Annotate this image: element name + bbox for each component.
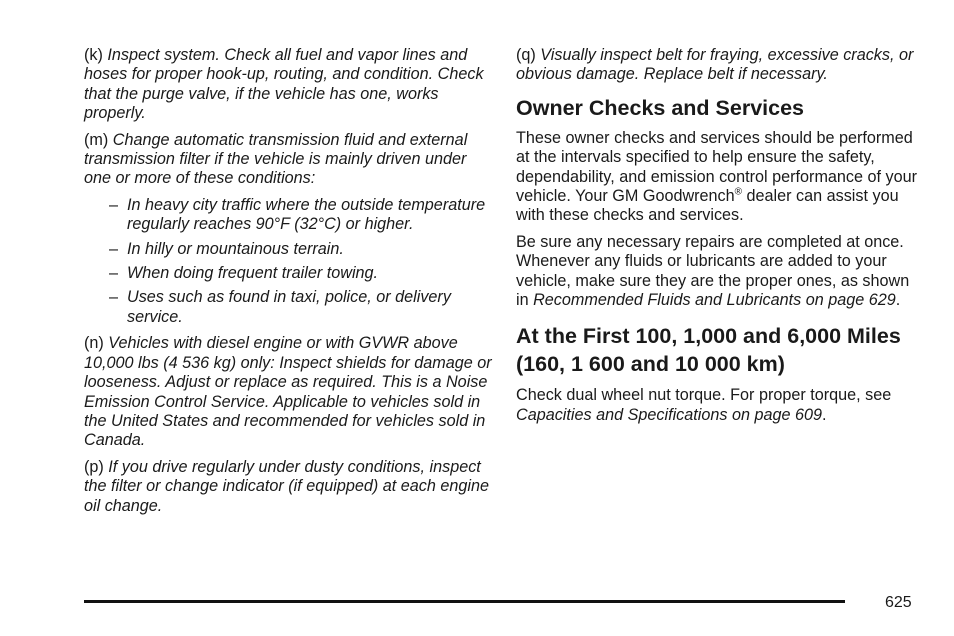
condition-text: When doing frequent trailer towing.	[127, 264, 379, 283]
condition-text: In heavy city traffic where the outside temperature regularly reaches 90°F (32°C) or higher.	[127, 195, 486, 234]
first-miles-paragraph	[516, 386, 920, 425]
capacities-reference: Capacities and Specifications on page 609	[516, 405, 822, 424]
owner-p2-end: .	[895, 291, 901, 310]
dash: –	[109, 239, 119, 258]
item-k	[84, 46, 494, 124]
item-m	[84, 131, 494, 189]
dash: –	[109, 288, 119, 307]
item-q-text: Visually inspect belt for fraying, excessive cracks, or obvious damage. Replace belt if necessary.	[516, 46, 914, 84]
owner-p1-text: These owner checks and services should be performed at the intervals specified to help ensure the safety, dependability, and emission control performance of your vehicle. Your GM Goodwrench	[516, 128, 918, 206]
condition-text: In hilly or mountainous terrain.	[127, 239, 344, 258]
owner-checks-heading: Owner Checks and Services	[516, 95, 805, 120]
footer-rule	[84, 600, 845, 603]
owner-paragraph-2	[516, 233, 920, 311]
dash: –	[109, 264, 119, 283]
condition-text: Uses such as found in taxi, police, or delivery service.	[127, 288, 451, 326]
list-item	[84, 288, 494, 327]
owner-p2-text: Be sure any necessary repairs are completed at once. Whenever any fluids or lubricants are added to your vehicle, make sure they are the proper ones, as shown in	[516, 232, 910, 310]
item-n-text: Vehicles with diesel engine or with GVWR above 10,000 lbs (4 536 kg) only: Inspect shields for damage or looseness. Adjust or replace as required. This is a Noise Emission Control Service. Applicable to vehicles sold in the United States and recommended for vehicles sold in Canada.	[84, 334, 492, 450]
item-m-text: Change automatic transmission fluid and external transmission filter if the vehicle is mainly driven under one or more of these conditions:	[84, 130, 468, 188]
item-n	[84, 334, 494, 450]
list-item	[84, 240, 494, 259]
item-n-label: (n)	[84, 334, 104, 353]
first-p-text: Check dual wheel nut torque. For proper torque, see	[516, 386, 892, 405]
item-k-label: (k)	[84, 46, 103, 64]
page-number: 625	[885, 594, 912, 611]
item-p-label: (p)	[84, 457, 104, 476]
item-k-text: Inspect system. Check all fuel and vapor lines and hoses for proper hook-up, routing, and condition. Check that the purge valve, if the vehicle has one, works properly.	[84, 46, 484, 123]
fluids-reference: Recommended Fluids and Lubricants on page 629	[533, 291, 896, 310]
item-p	[84, 458, 494, 516]
registered-mark: ®	[734, 186, 743, 198]
item-m-label: (m)	[84, 130, 109, 149]
owner-paragraph-1	[516, 129, 920, 226]
owner-p1-text-end: dealer can assist you with these checks and services.	[516, 187, 899, 225]
item-q	[516, 46, 920, 85]
list-item	[84, 264, 494, 283]
first-miles-heading: At the First 100, 1,000 and 6,000 Miles (160, 1 600 and 10 000 km)	[516, 324, 901, 377]
item-q-label: (q)	[516, 46, 536, 64]
item-p-text: If you drive regularly under dusty conditions, inspect the filter or change indicator (if equipped) at each engine oil change.	[84, 457, 489, 515]
dash: –	[109, 195, 119, 214]
left-column	[84, 46, 494, 523]
right-column	[516, 46, 920, 432]
first-p-end: .	[821, 405, 827, 424]
conditions-list	[84, 196, 494, 327]
list-item	[84, 196, 494, 235]
